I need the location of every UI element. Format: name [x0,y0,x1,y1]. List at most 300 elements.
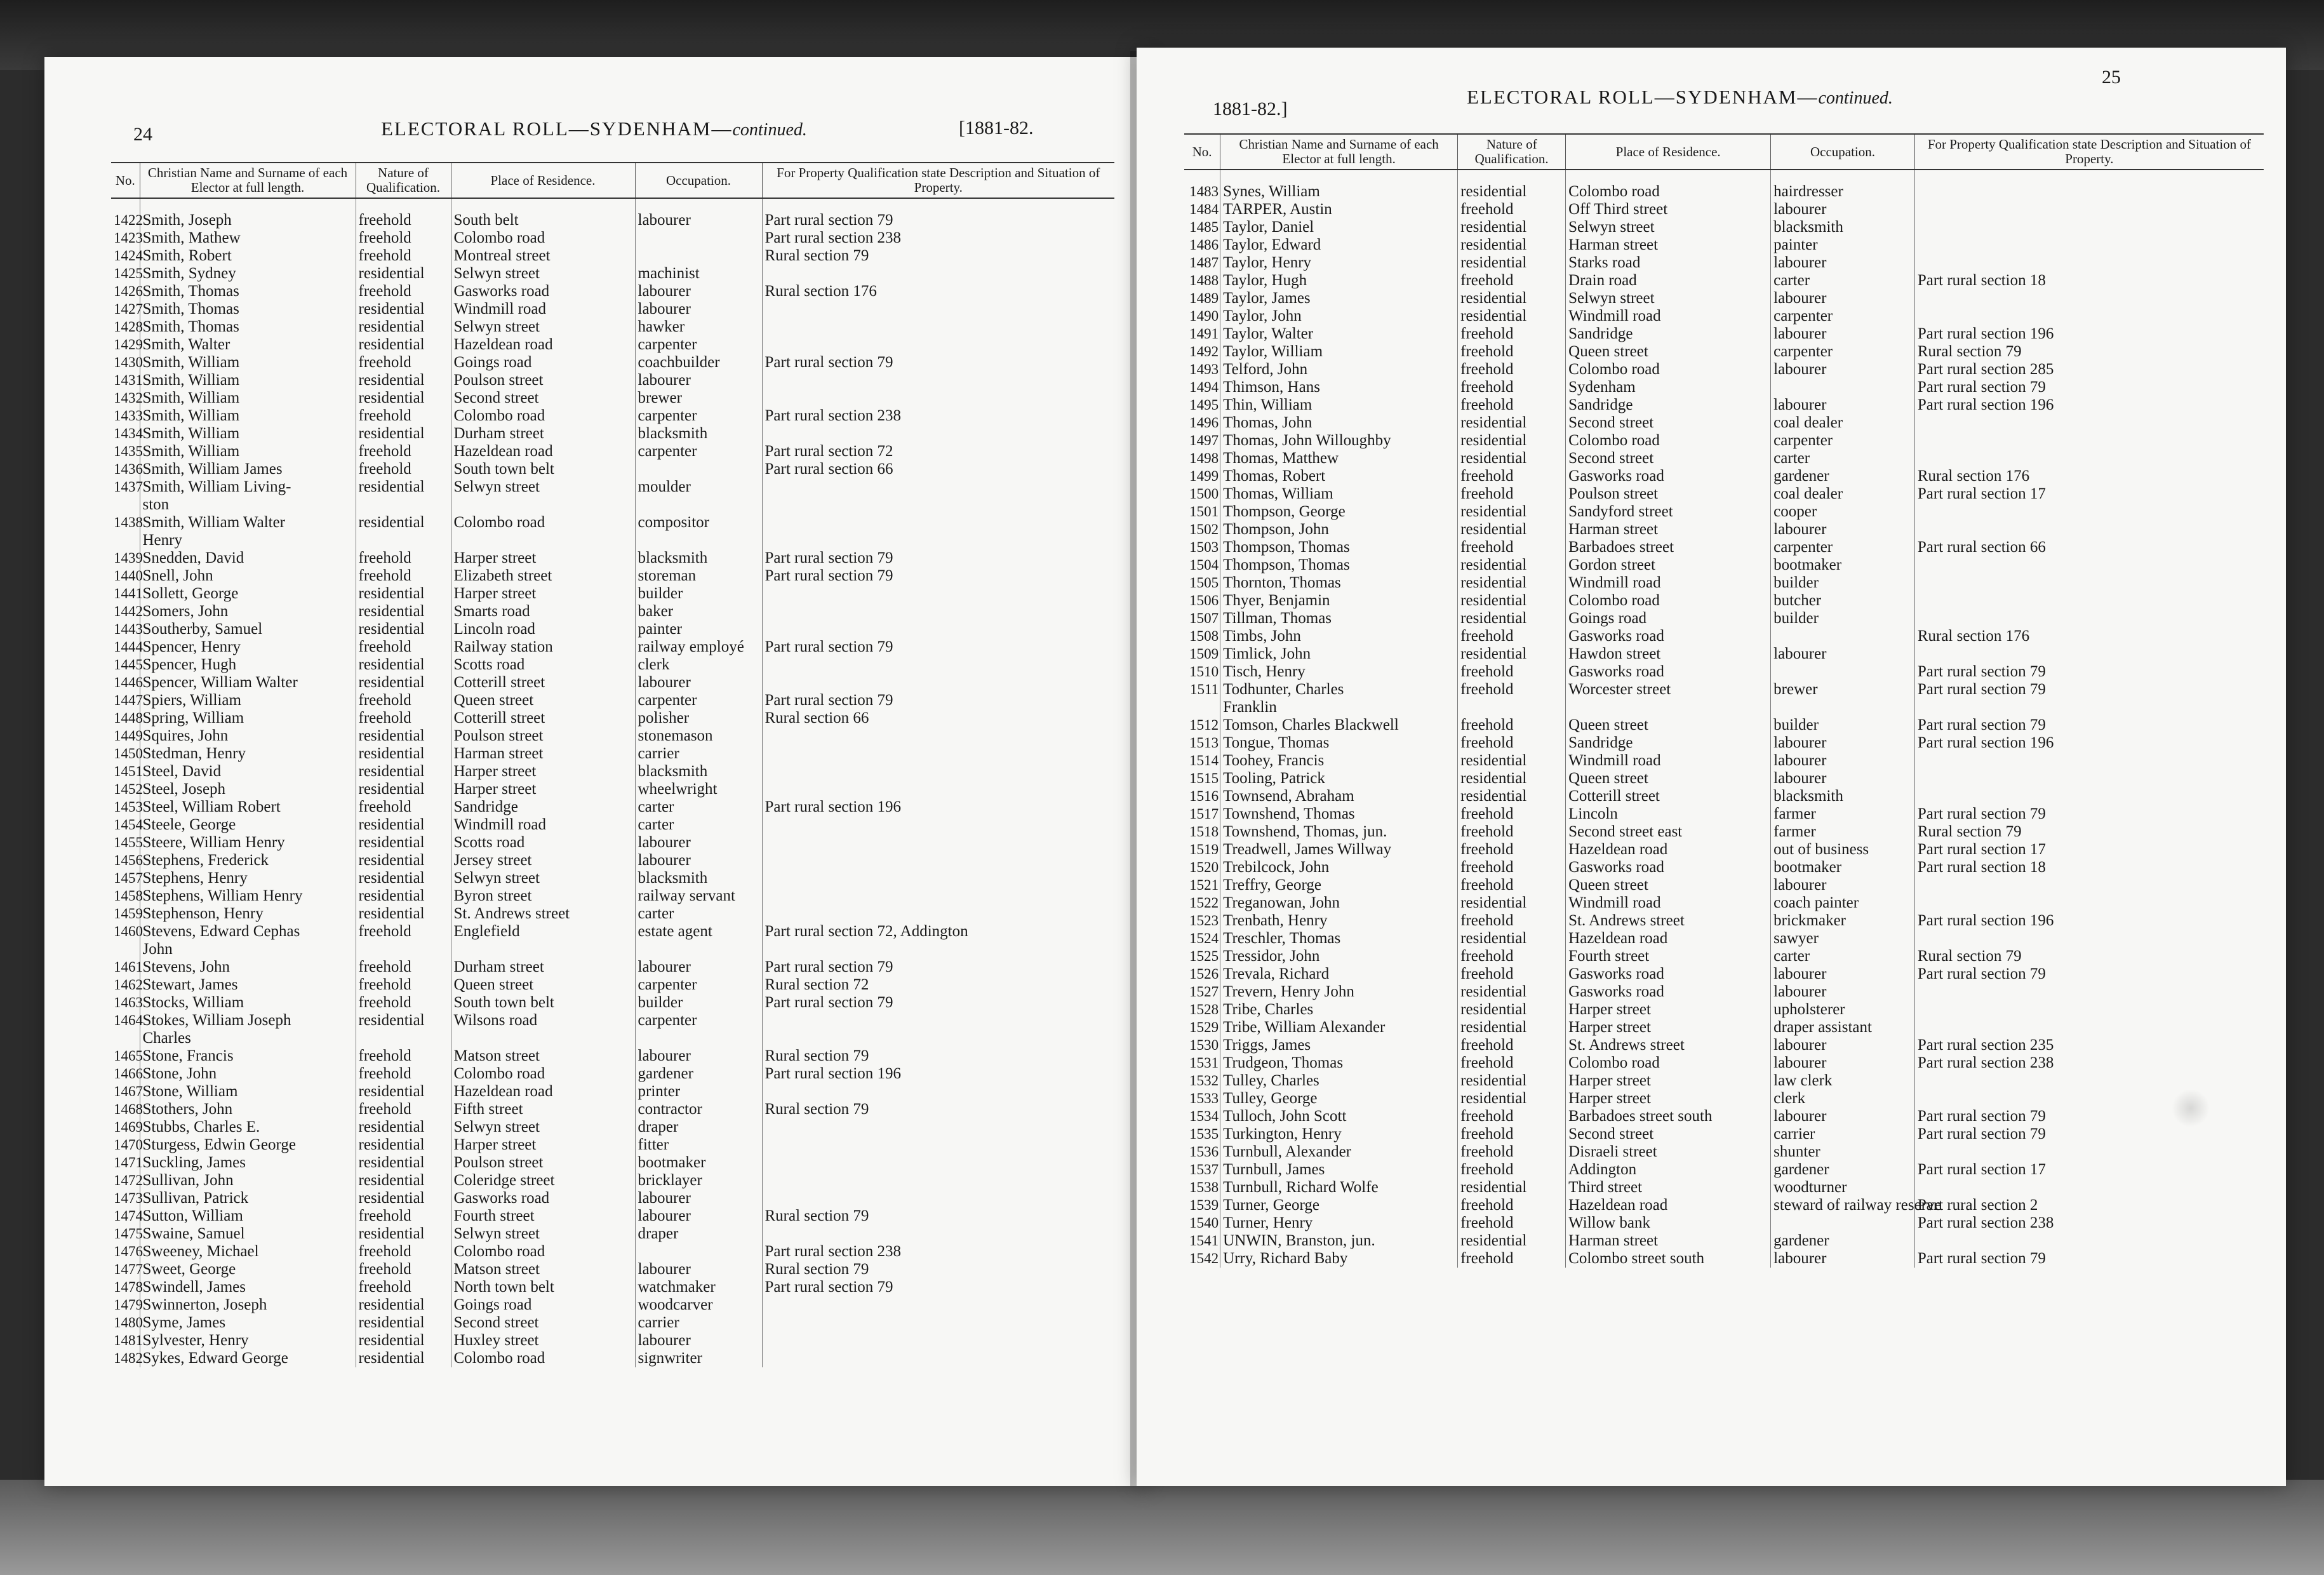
entry-number-cell: 1473 [111,1190,140,1207]
property-cell: Rural section 79 [765,1101,869,1118]
occupation-cell: stonemason [635,727,762,745]
entry-number-cell: 1423 [111,229,140,247]
residence-cell: Wilsons road [451,1012,635,1029]
elector-name-cell: Thimson, Hans [1220,379,1458,396]
elector-name-cell: Timbs, John [1220,627,1458,645]
occupation-cell [635,496,762,514]
table-row [111,692,1114,709]
entry-number-cell: 1514 [1184,752,1220,770]
entry-number-cell: 1487 [1184,254,1220,272]
entry-number-cell: 1443 [111,620,140,638]
qualification-cell: residential [356,1350,451,1367]
header-residence: Place of Residence. [1566,134,1771,170]
entry-number-cell: 1521 [1184,876,1220,894]
property-cell: Part rural section 79 [1917,681,2046,698]
elector-name-cell: Stevens, Edward Cephas [140,923,356,941]
elector-name-cell: Toohey, Francis [1220,752,1458,770]
table-row [1184,1054,2264,1072]
entry-number-cell: 1430 [111,354,140,372]
table-row [111,994,1114,1012]
residence-cell: Harper street [1566,1001,1771,1019]
elector-name-cell: Urry, Richard Baby [1220,1250,1458,1268]
qualification-cell: residential [356,1154,451,1172]
qualification-cell: residential [356,1136,451,1154]
elector-name-cell: Thomas, Robert [1220,467,1458,485]
entry-number-cell: 1489 [1184,290,1220,307]
table-row [111,1332,1114,1350]
table-row [111,549,1114,567]
elector-name-cell: Smith, Joseph [140,198,356,229]
entry-number-cell: 1466 [111,1065,140,1083]
qualification-cell: residential [356,1083,451,1101]
property-cell [1914,699,2264,716]
occupation-cell: labourer [1771,254,1915,272]
property-cell: Rural section 79 [1917,823,2022,840]
qualification-cell: freehold [1458,467,1566,485]
table-row [111,745,1114,763]
occupation-cell: labourer [635,674,762,692]
qualification-cell: residential [1458,503,1566,521]
entry-number-cell: 1516 [1184,788,1220,805]
elector-name-cell: Squires, John [140,727,356,745]
elector-name-cell: Stephens, William Henry [140,887,356,905]
residence-cell: Byron street [451,887,635,905]
table-row [1184,1125,2264,1143]
occupation-cell: carpenter [1771,432,1915,450]
occupation-cell: labourer [1771,1250,1915,1268]
entry-number-cell: 1525 [1184,948,1220,965]
occupation-cell: gardener [1771,1232,1915,1250]
header-occupation: Occupation. [635,163,762,198]
table-header-row [1184,134,2264,170]
residence-cell: Gasworks road [1566,965,1771,983]
table-row [111,869,1114,887]
occupation-cell: labourer [1771,876,1915,894]
property-cell [762,905,1114,923]
occupation-cell: blacksmith [635,763,762,781]
qualification-cell: freehold [356,1207,451,1225]
occupation-cell: coachbuilder [635,354,762,372]
occupation-cell: carrier [635,1314,762,1332]
property-cell [762,1012,1114,1029]
residence-cell: Colombo road [451,1065,635,1083]
property-cell: Part rural section 196 [1917,912,2054,929]
table-row [1184,361,2264,379]
elector-name-cell: Synes, William [1220,170,1458,201]
residence-cell: Hazeldean road [451,336,635,354]
table-row [111,354,1114,372]
qualification-cell [356,532,451,549]
entry-number-cell: 1450 [111,745,140,763]
occupation-cell: blacksmith [635,425,762,443]
table-row [1184,1232,2264,1250]
entry-number-cell: 1519 [1184,841,1220,859]
property-cell: Part rural section 196 [1917,325,2054,342]
property-cell: Part rural section 238 [765,229,902,246]
qualification-cell: residential [356,425,451,443]
qualification-cell: residential [1458,752,1566,770]
qualification-cell: freehold [1458,912,1566,930]
bottom-scan-margin [0,1480,2324,1575]
elector-name-cell: Somers, John [140,603,356,620]
occupation-cell: draper assistant [1771,1019,1915,1036]
entry-number-cell: 1463 [111,994,140,1012]
entry-number-cell: 1501 [1184,503,1220,521]
table-row [1184,912,2264,930]
entry-number-cell: 1441 [111,585,140,603]
table-row [111,478,1114,496]
entry-number-cell: 1518 [1184,823,1220,841]
table-row [1184,1090,2264,1108]
entry-number-cell: 1524 [1184,930,1220,948]
occupation-cell: labourer [1771,770,1915,788]
qualification-cell: freehold [1458,1125,1566,1143]
residence-cell: Addington [1566,1161,1771,1179]
residence-cell: Gasworks road [1566,627,1771,645]
running-title [381,117,807,140]
property-cell [762,300,1114,318]
qualification-cell: residential [356,603,451,620]
occupation-cell: carter [635,905,762,923]
property-cell: Rural section 79 [765,1261,869,1278]
table-body [111,198,1114,1367]
elector-name-cell: Spiers, William [140,692,356,709]
occupation-cell: farmer [1771,823,1915,841]
elector-name-cell: Taylor, William [1220,343,1458,361]
residence-cell: Drain road [1566,272,1771,290]
entry-number-cell: 1535 [1184,1125,1220,1143]
entry-number-cell: 1530 [1184,1036,1220,1054]
occupation-cell: labourer [635,283,762,300]
residence-cell: St. Andrews street [1566,912,1771,930]
qualification-cell: residential [1458,290,1566,307]
property-cell [762,763,1114,781]
residence-cell: Harper street [451,549,635,567]
residence-cell: Hazeldean road [451,443,635,460]
table-row [111,443,1114,460]
residence-cell: Barbadoes street [1566,539,1771,556]
entry-number-cell: 1457 [111,869,140,887]
entry-number-cell: 1490 [1184,307,1220,325]
qualification-cell: residential [356,372,451,389]
elector-name-cell: Stubbs, Charles E. [140,1118,356,1136]
qualification-cell: freehold [356,692,451,709]
qualification-cell: freehold [1458,343,1566,361]
occupation-cell: labourer [1771,1054,1915,1072]
qualification-cell: freehold [356,923,451,941]
entry-number-cell: 1539 [1184,1196,1220,1214]
qualification-cell: residential [1458,521,1566,539]
entry-number-cell: 1481 [111,1332,140,1350]
qualification-cell: freehold [1458,859,1566,876]
paper-stain [2172,1089,2210,1127]
qualification-cell: residential [1458,1072,1566,1090]
property-cell [1914,503,2264,521]
qualification-cell [356,496,451,514]
occupation-cell: labourer [1771,201,1915,218]
qualification-cell: residential [1458,170,1566,201]
property-cell: Part rural section 79 [765,549,893,566]
elector-name-cell: Spring, William [140,709,356,727]
table-row [1184,414,2264,432]
residence-cell: Queen street [451,692,635,709]
residence-cell: Gasworks road [1566,663,1771,681]
occupation-cell: carpenter [635,407,762,425]
residence-cell: Queen street [1566,770,1771,788]
property-cell [762,816,1114,834]
property-cell: Rural section 79 [765,247,869,264]
occupation-cell: labourer [1771,752,1915,770]
occupation-cell: woodcarver [635,1296,762,1314]
residence-cell: South town belt [451,460,635,478]
residence-cell: Queen street [1566,343,1771,361]
table-row [1184,170,2264,201]
elector-name-cell: Thomas, William [1220,485,1458,503]
table-row [111,372,1114,389]
entry-number-cell: 1540 [1184,1214,1220,1232]
qualification-cell: residential [1458,307,1566,325]
qualification-cell: freehold [356,229,451,247]
entry-number-cell: 1433 [111,407,140,425]
entry-number-cell: 1477 [111,1261,140,1278]
property-cell: Rural section 79 [765,1207,869,1224]
property-cell [1914,770,2264,788]
qualification-cell: freehold [1458,627,1566,645]
table-row [1184,574,2264,592]
property-cell [1914,1143,2264,1161]
residence-cell: Colombo road [451,407,635,425]
occupation-cell: carpenter [1771,307,1915,325]
property-cell: Part rural section 79 [765,567,893,584]
occupation-cell [1771,379,1915,396]
entry-number-cell: 1504 [1184,556,1220,574]
elector-name-cell: Taylor, John [1220,307,1458,325]
table-row [111,1278,1114,1296]
occupation-cell: upholsterer [1771,1001,1915,1019]
table-row [1184,1196,2264,1214]
qualification-cell: residential [356,1190,451,1207]
qualification-cell: residential [356,318,451,336]
residence-cell: Smarts road [451,603,635,620]
occupation-cell [635,460,762,478]
entry-number-cell: 1447 [111,692,140,709]
residence-cell: Queen street [451,976,635,994]
property-cell: Part rural section 79 [1917,716,2046,734]
entry-number-cell: 1445 [111,656,140,674]
elector-name-cell: Turkington, Henry [1220,1125,1458,1143]
entry-number-cell: 1452 [111,781,140,798]
occupation-cell: cooper [1771,503,1915,521]
table-row [111,674,1114,692]
residence-cell: Colombo street south [1566,1250,1771,1268]
property-cell: Part rural section 17 [1917,841,2046,858]
table-row [1184,788,2264,805]
qualification-cell: freehold [1458,1196,1566,1214]
qualification-cell: freehold [356,354,451,372]
entry-number-cell: 1505 [1184,574,1220,592]
qualification-cell: residential [1458,894,1566,912]
occupation-cell: woodturner [1771,1179,1915,1196]
occupation-cell: builder [1771,610,1915,627]
occupation-cell: bootmaker [1771,556,1915,574]
entry-number-cell: 1462 [111,976,140,994]
property-cell: Part rural section 196 [765,1065,902,1082]
residence-cell: Selwyn street [451,1225,635,1243]
property-cell [1914,788,2264,805]
residence-cell: Second street [451,1314,635,1332]
elector-name-cell: Stocks, William [140,994,356,1012]
residence-cell: Matson street [451,1047,635,1065]
qualification-cell: residential [356,869,451,887]
qualification-cell: freehold [356,709,451,727]
table-row [1184,272,2264,290]
property-cell [762,1118,1114,1136]
occupation-cell: clerk [635,656,762,674]
residence-cell: Selwyn street [451,478,635,496]
entry-number-cell: 1517 [1184,805,1220,823]
occupation-cell: railway employé [635,638,762,656]
occupation-cell: labourer [635,1261,762,1278]
table-row [1184,699,2264,716]
property-cell: Part rural section 18 [1917,272,2046,289]
occupation-cell: labourer [1771,1108,1915,1125]
elector-name-cell: Taylor, Hugh [1220,272,1458,290]
property-cell: Rural section 79 [1917,948,2022,965]
elector-name-cell: Timlick, John [1220,645,1458,663]
residence-cell [1566,699,1771,716]
elector-name-cell: Spencer, Henry [140,638,356,656]
elector-name-cell: Swinnerton, Joseph [140,1296,356,1314]
property-cell: Part rural section 66 [1917,539,2046,556]
elector-name-cell: Trevern, Henry John [1220,983,1458,1001]
table-row [1184,1143,2264,1161]
residence-cell: Scotts road [451,656,635,674]
table-row [111,1029,1114,1047]
residence-cell: Colombo road [1566,361,1771,379]
entry-number-cell: 1434 [111,425,140,443]
residence-cell: Second street [451,389,635,407]
elector-name-cell: Stephens, Frederick [140,852,356,869]
qualification-cell: residential [1458,1090,1566,1108]
table-row [111,1207,1114,1225]
residence-cell: Harman street [1566,236,1771,254]
property-cell [762,532,1114,549]
qualification-cell: freehold [1458,539,1566,556]
entry-number-cell: 1455 [111,834,140,852]
table-row [111,941,1114,958]
residence-cell: Elizabeth street [451,567,635,585]
qualification-cell: residential [356,300,451,318]
qualification-cell: freehold [356,798,451,816]
property-cell: Part rural section 79 [1917,1108,2046,1125]
entry-number-cell: 1424 [111,247,140,265]
residence-cell: Colombo road [451,1350,635,1367]
residence-cell: Harper street [1566,1072,1771,1090]
residence-cell: North town belt [451,1278,635,1296]
elector-name-cell: Tressidor, John [1220,948,1458,965]
occupation-cell: labourer [1771,361,1915,379]
table-row [1184,556,2264,574]
entry-number-cell: 1480 [111,1314,140,1332]
occupation-cell: labourer [635,958,762,976]
residence-cell: Queen street [1566,876,1771,894]
qualification-cell: residential [356,1314,451,1332]
entry-number-cell: 1439 [111,549,140,567]
residence-cell: Englefield [451,923,635,941]
residence-cell: Colombo road [451,1243,635,1261]
table-row [111,425,1114,443]
property-cell [1914,983,2264,1001]
qualification-cell: freehold [1458,1036,1566,1054]
elector-name-cell: Sollett, George [140,585,356,603]
occupation-cell [635,941,762,958]
table-row [1184,805,2264,823]
qualification-cell: freehold [356,443,451,460]
property-cell [762,1296,1114,1314]
property-cell [1914,1001,2264,1019]
table-row [111,709,1114,727]
entry-number-cell: 1494 [1184,379,1220,396]
qualification-cell: residential [356,620,451,638]
qualification-cell: residential [1458,574,1566,592]
property-cell [1914,521,2264,539]
table-row [1184,681,2264,699]
property-cell [762,1029,1114,1047]
elector-name-cell: Stephenson, Henry [140,905,356,923]
qualification-cell: residential [356,1118,451,1136]
entry-number-cell: 1436 [111,460,140,478]
table-row [111,198,1114,229]
property-cell [1914,1090,2264,1108]
qualification-cell: residential [356,745,451,763]
entry-number-cell: 1440 [111,567,140,585]
entry-number-cell: 1470 [111,1136,140,1154]
header-property: For Property Qualification state Description and Situation of Property. [762,163,1114,198]
residence-cell: Sandridge [1566,734,1771,752]
occupation-cell: carter [1771,948,1915,965]
elector-name-cell: Taylor, Daniel [1220,218,1458,236]
table-row [1184,734,2264,752]
occupation-cell: sawyer [1771,930,1915,948]
table-row [1184,307,2264,325]
entry-number-cell: 1449 [111,727,140,745]
header-residence: Place of Residence. [451,163,635,198]
residence-cell: Selwyn street [451,265,635,283]
qualification-cell: freehold [356,567,451,585]
qualification-cell: residential [356,905,451,923]
property-cell [762,1154,1114,1172]
property-cell [762,1172,1114,1190]
property-cell [762,496,1114,514]
qualification-cell: residential [1458,645,1566,663]
elector-name-cell: Tomson, Charles Blackwell [1220,716,1458,734]
qualification-cell: freehold [1458,272,1566,290]
qualification-cell: freehold [356,1047,451,1065]
table-row [1184,930,2264,948]
qualification-cell: residential [356,781,451,798]
table-row [111,1225,1114,1243]
qualification-cell: freehold [1458,379,1566,396]
property-cell [1914,414,2264,432]
occupation-cell: carter [1771,450,1915,467]
property-cell: Part rural section 238 [1917,1214,2054,1231]
qualification-cell: freehold [1458,1161,1566,1179]
property-cell [762,1083,1114,1101]
elector-name-cell: Trebilcock, John [1220,859,1458,876]
residence-cell: Harper street [451,763,635,781]
property-cell [762,1136,1114,1154]
property-cell [762,514,1114,532]
